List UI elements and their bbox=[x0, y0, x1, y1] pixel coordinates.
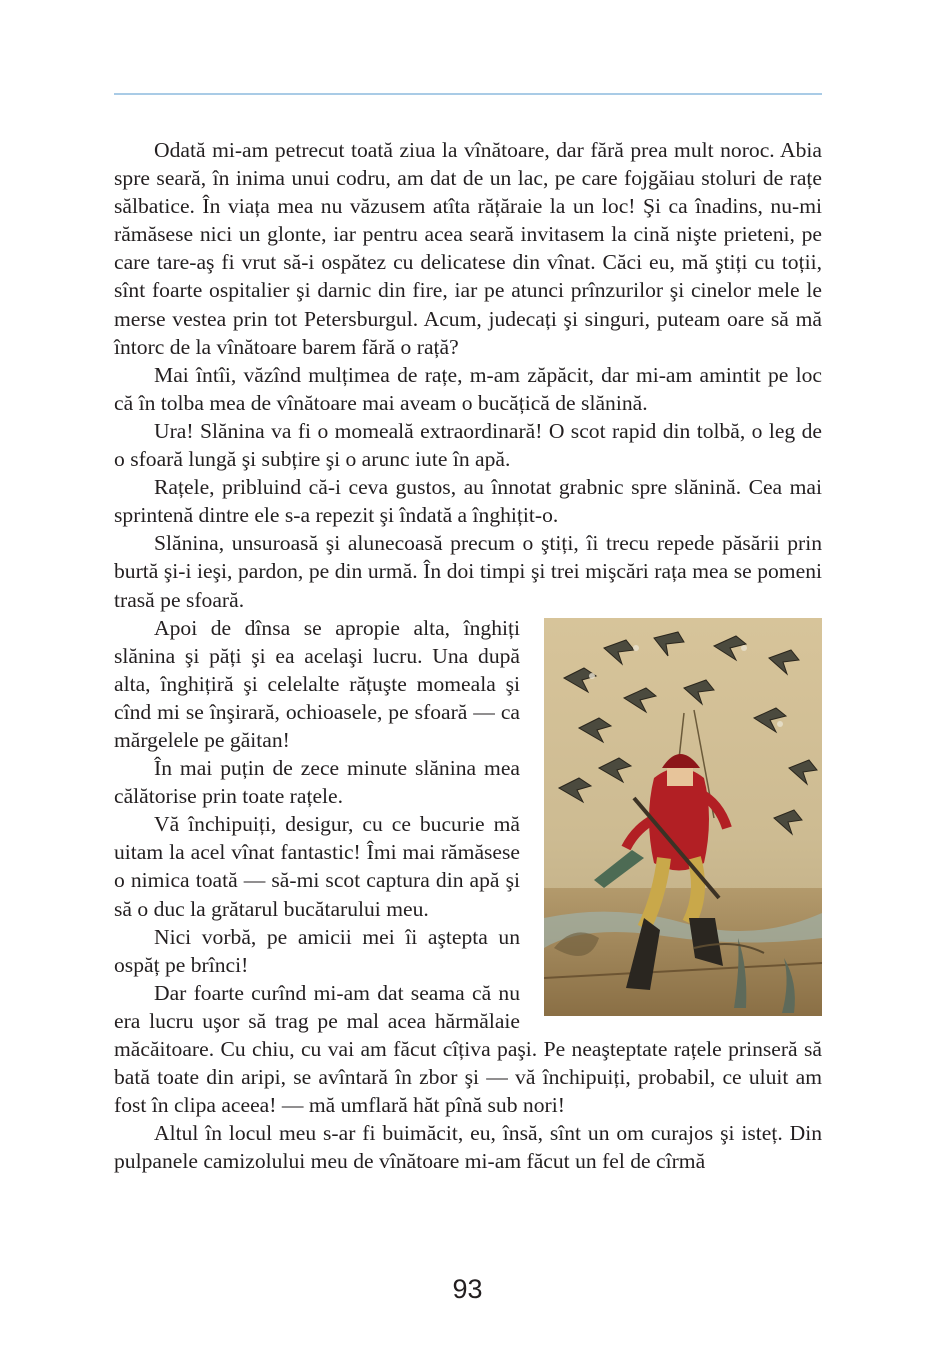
paragraph: Nici vorbă, pe amicii mei îi aştepta un ospăț pe brînci! bbox=[114, 924, 520, 977]
paragraph: Rațele, pribluind că-i ceva gustos, au înnotat grabnic spre slănină. Cea mai sprintenă dintre ele s-a repezit şi îndată a înghițit-o. bbox=[114, 475, 822, 528]
paragraph: Apoi de dînsa se apropie alta, înghiți slănina şi păți şi ea acelaşi lucru. Una după alta, înghițiră şi celelalte rățuşte momeala şi cînd mi se înşirară, ochioasele, pe sfoară — ca mărgelele pe găitan! bbox=[114, 615, 520, 752]
paragraph: Dar foarte curînd mi-am dat seama că nu era lucru uşor să trag pe mal acea hărmălaie măcăitoare. Cu chiu, cu vai am făcut cîțiva paşi. Pe neaşteptate rațele prinseră să bată toate din aripi, se avîntară în zbor şi — vă închipuiți, probabil, ce uluit am fost în clipa aceea! — mă umflară hăt pînă sub nori! bbox=[114, 980, 822, 1118]
paragraph: Slănina, unsuroasă şi alunecoasă precum o ştiți, îi trecu repede păsării prin burtă şi-i ieşi, pardon, pe din urmă. În doi timpi şi trei mişcări rața mea se pomeni trasă pe sfoară. bbox=[114, 531, 822, 612]
header-rule bbox=[114, 93, 822, 95]
paragraph: În mai puțin de zece minute slănina mea călătorise prin toate rațele. bbox=[114, 756, 520, 809]
illustration-ducks-lifting-hunter bbox=[544, 618, 822, 1016]
paragraph: Ura! Slănina va fi o momeală extraordinară! O scot rapid din tolbă, o leg de o sfoară lungă şi subțire şi o arunc iute în apă. bbox=[114, 418, 822, 472]
paragraph: Altul în locul meu s-ar fi buimăcit, eu, însă, sînt un om curajos şi isteț. Din pulpanele camizolului meu de vînătoare mi-am făcut un fel de cîrmă bbox=[114, 1121, 822, 1174]
page-number: 93 bbox=[452, 1274, 483, 1304]
paragraph: Vă închipuiți, desigur, cu ce bucurie mă uitam la acel vînat fantastic! Îmi mai rămăsese o nimica toată — să-mi scot captura din apă şi să o duc la grătarul bucătarului meu. bbox=[114, 812, 520, 921]
paragraph: Odată mi-am petrecut toată ziua la vînătoare, dar fără prea mult noroc. Abia spre seară, în inima unui codru, am dat de un lac, pe care fojgăiau stoluri de rațe sălbatice. În viața mea nu văzusem atîta rățăraie la un loc! Şi ca înadins, nu-mi rămăsese nici un glonte, iar pentru acea seară invitasem la cină nişte prieteni, pe care tare-aş fi vrut să-i ospătez cu delicatese din vînat. Căci eu, mă ştiți cu toții, sînt foarte ospitalier şi darnic din fire, iar pe atunci prînzurilor şi cinelor mele le merse vestea prin tot Petersburgul. Acum, judecați şi singuri, puteam oare să mă întorc de la vînătoare barem fără o rață? bbox=[114, 138, 822, 359]
paragraph: Mai întîi, văzînd mulțimea de rațe, m-am zăpăcit, dar mi-am amintit pe loc că în tolba mea de vînătoare mai aveam o bucățică de slănină. bbox=[114, 362, 822, 415]
body-text bbox=[114, 136, 822, 1175]
